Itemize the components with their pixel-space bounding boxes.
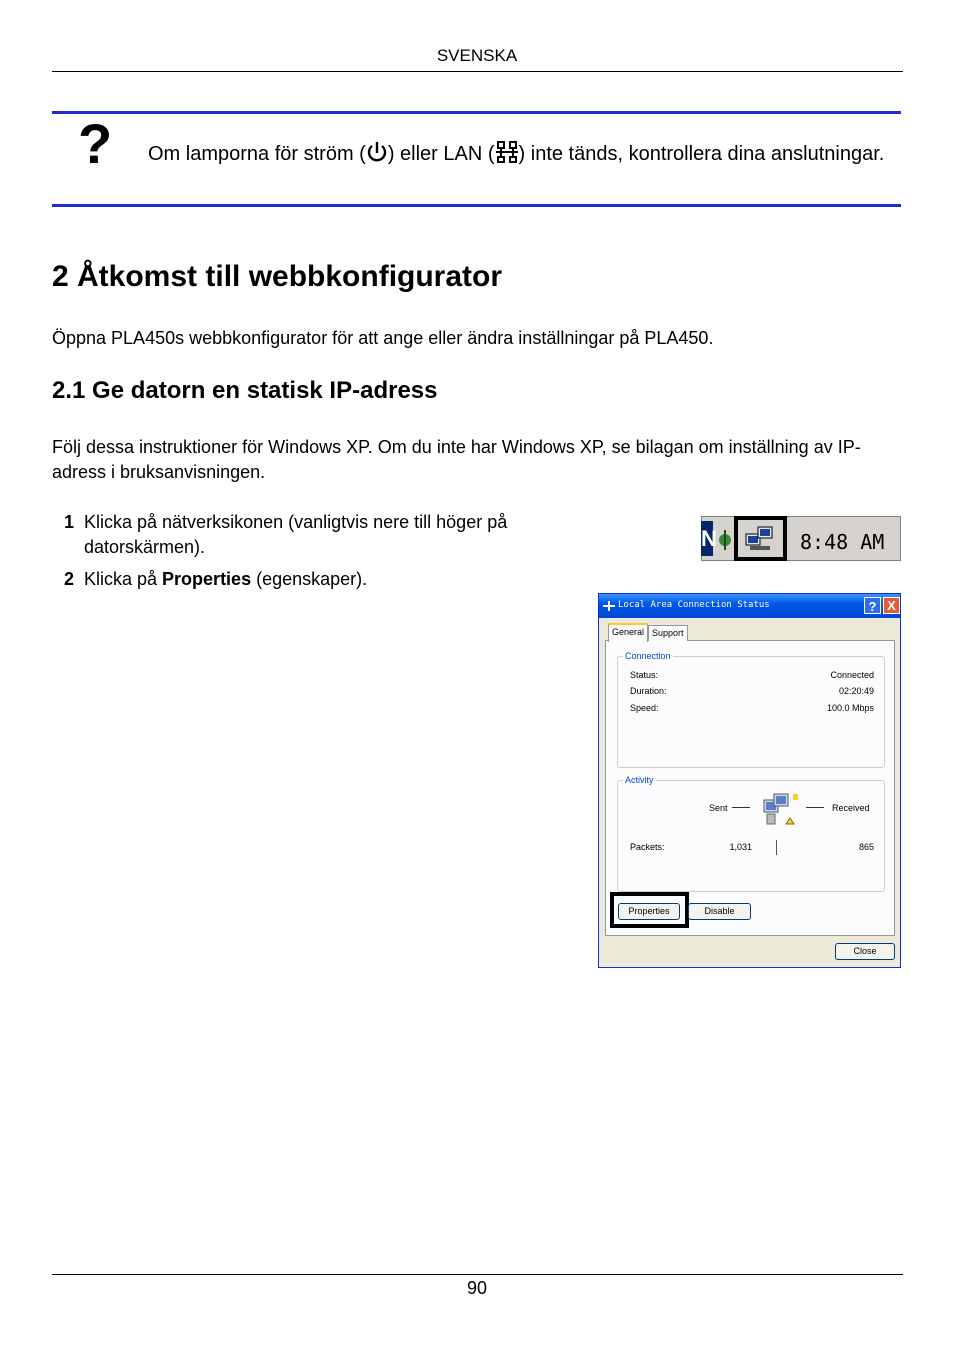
step-text-before: Klicka på (84, 569, 163, 589)
tray-speaker-icon[interactable] (716, 526, 734, 559)
packets-divider (776, 840, 777, 855)
step-text (84, 567, 604, 592)
step-bold-term: Properties (162, 569, 252, 589)
running-header: SVENSKA (436, 46, 518, 65)
note-text-middle: ) eller LAN ( (387, 143, 495, 165)
duration-value: 02:20:49 (838, 686, 874, 696)
received-line (806, 807, 824, 808)
step-text-after: (egenskaper). (251, 569, 368, 589)
activity-group-label: Activity (625, 775, 654, 785)
packets-sent-value: 1,031 (729, 842, 752, 852)
network-connection-icon (601, 599, 617, 618)
close-button[interactable]: Close (835, 943, 895, 960)
packets-received-value: 865 (858, 842, 874, 852)
sent-label: Sent (709, 803, 728, 813)
taskbar-start-fragment: N (701, 521, 713, 556)
section-intro: Öppna PLA450s webbkonfigurator för att ange eller ändra inställningar på PLA450. (52, 328, 714, 348)
step-number: 1 (64, 512, 75, 532)
step-number: 2 (64, 569, 75, 589)
status-value: Connected (830, 670, 874, 680)
properties-button-highlight (610, 892, 689, 928)
note-text (148, 140, 888, 172)
header-rule (52, 71, 903, 72)
activity-computers-icon (758, 790, 802, 839)
section-heading: 2 Åtkomst till webbkonfigurator (52, 260, 503, 293)
subsection-heading: 2.1 Ge datorn en statisk IP-adress (52, 377, 438, 404)
footer-rule (52, 1274, 903, 1275)
status-label: Status: (630, 670, 659, 680)
speed-value: 100.0 Mbps (826, 703, 874, 713)
network-icon-highlight (734, 516, 787, 561)
step-text: Klicka på nätverksikonen (vanligtvis nere till höger på datorskärmen). (84, 512, 508, 557)
note-text-before: Om lamporna för ström ( (148, 143, 366, 165)
packets-label: Packets: (630, 842, 665, 852)
received-label: Received (832, 803, 870, 813)
subsection-paragraph: Följ dessa instruktioner för Windows XP. Om du inte har Windows XP, se bilagan om inställning av IP-adress i bruksanvisningen. (52, 437, 861, 482)
note-text-after: ) inte tänds, kontrollera dina anslutningar. (518, 143, 885, 165)
question-mark-icon: ? (78, 112, 113, 175)
taskbar-clock: 8:48 AM (800, 530, 885, 554)
lan-icon (495, 140, 519, 172)
dialog-title: Local Area Connection Status (618, 600, 770, 610)
tab-support[interactable]: Support (648, 625, 688, 641)
title-close-button[interactable]: X (883, 597, 900, 614)
help-button[interactable]: ? (864, 597, 881, 614)
sent-line (732, 807, 750, 808)
speed-label: Speed: (630, 703, 659, 713)
connection-group-label: Connection (625, 651, 671, 661)
disable-button[interactable]: Disable (688, 903, 751, 920)
properties-button[interactable]: Properties (618, 903, 680, 920)
activity-group (617, 780, 885, 892)
step-1 (64, 510, 604, 560)
step-2 (64, 567, 604, 592)
page-number: 90 (466, 1278, 488, 1298)
duration-label: Duration: (630, 686, 667, 696)
tab-general[interactable]: General (608, 623, 648, 642)
power-icon (366, 140, 388, 172)
